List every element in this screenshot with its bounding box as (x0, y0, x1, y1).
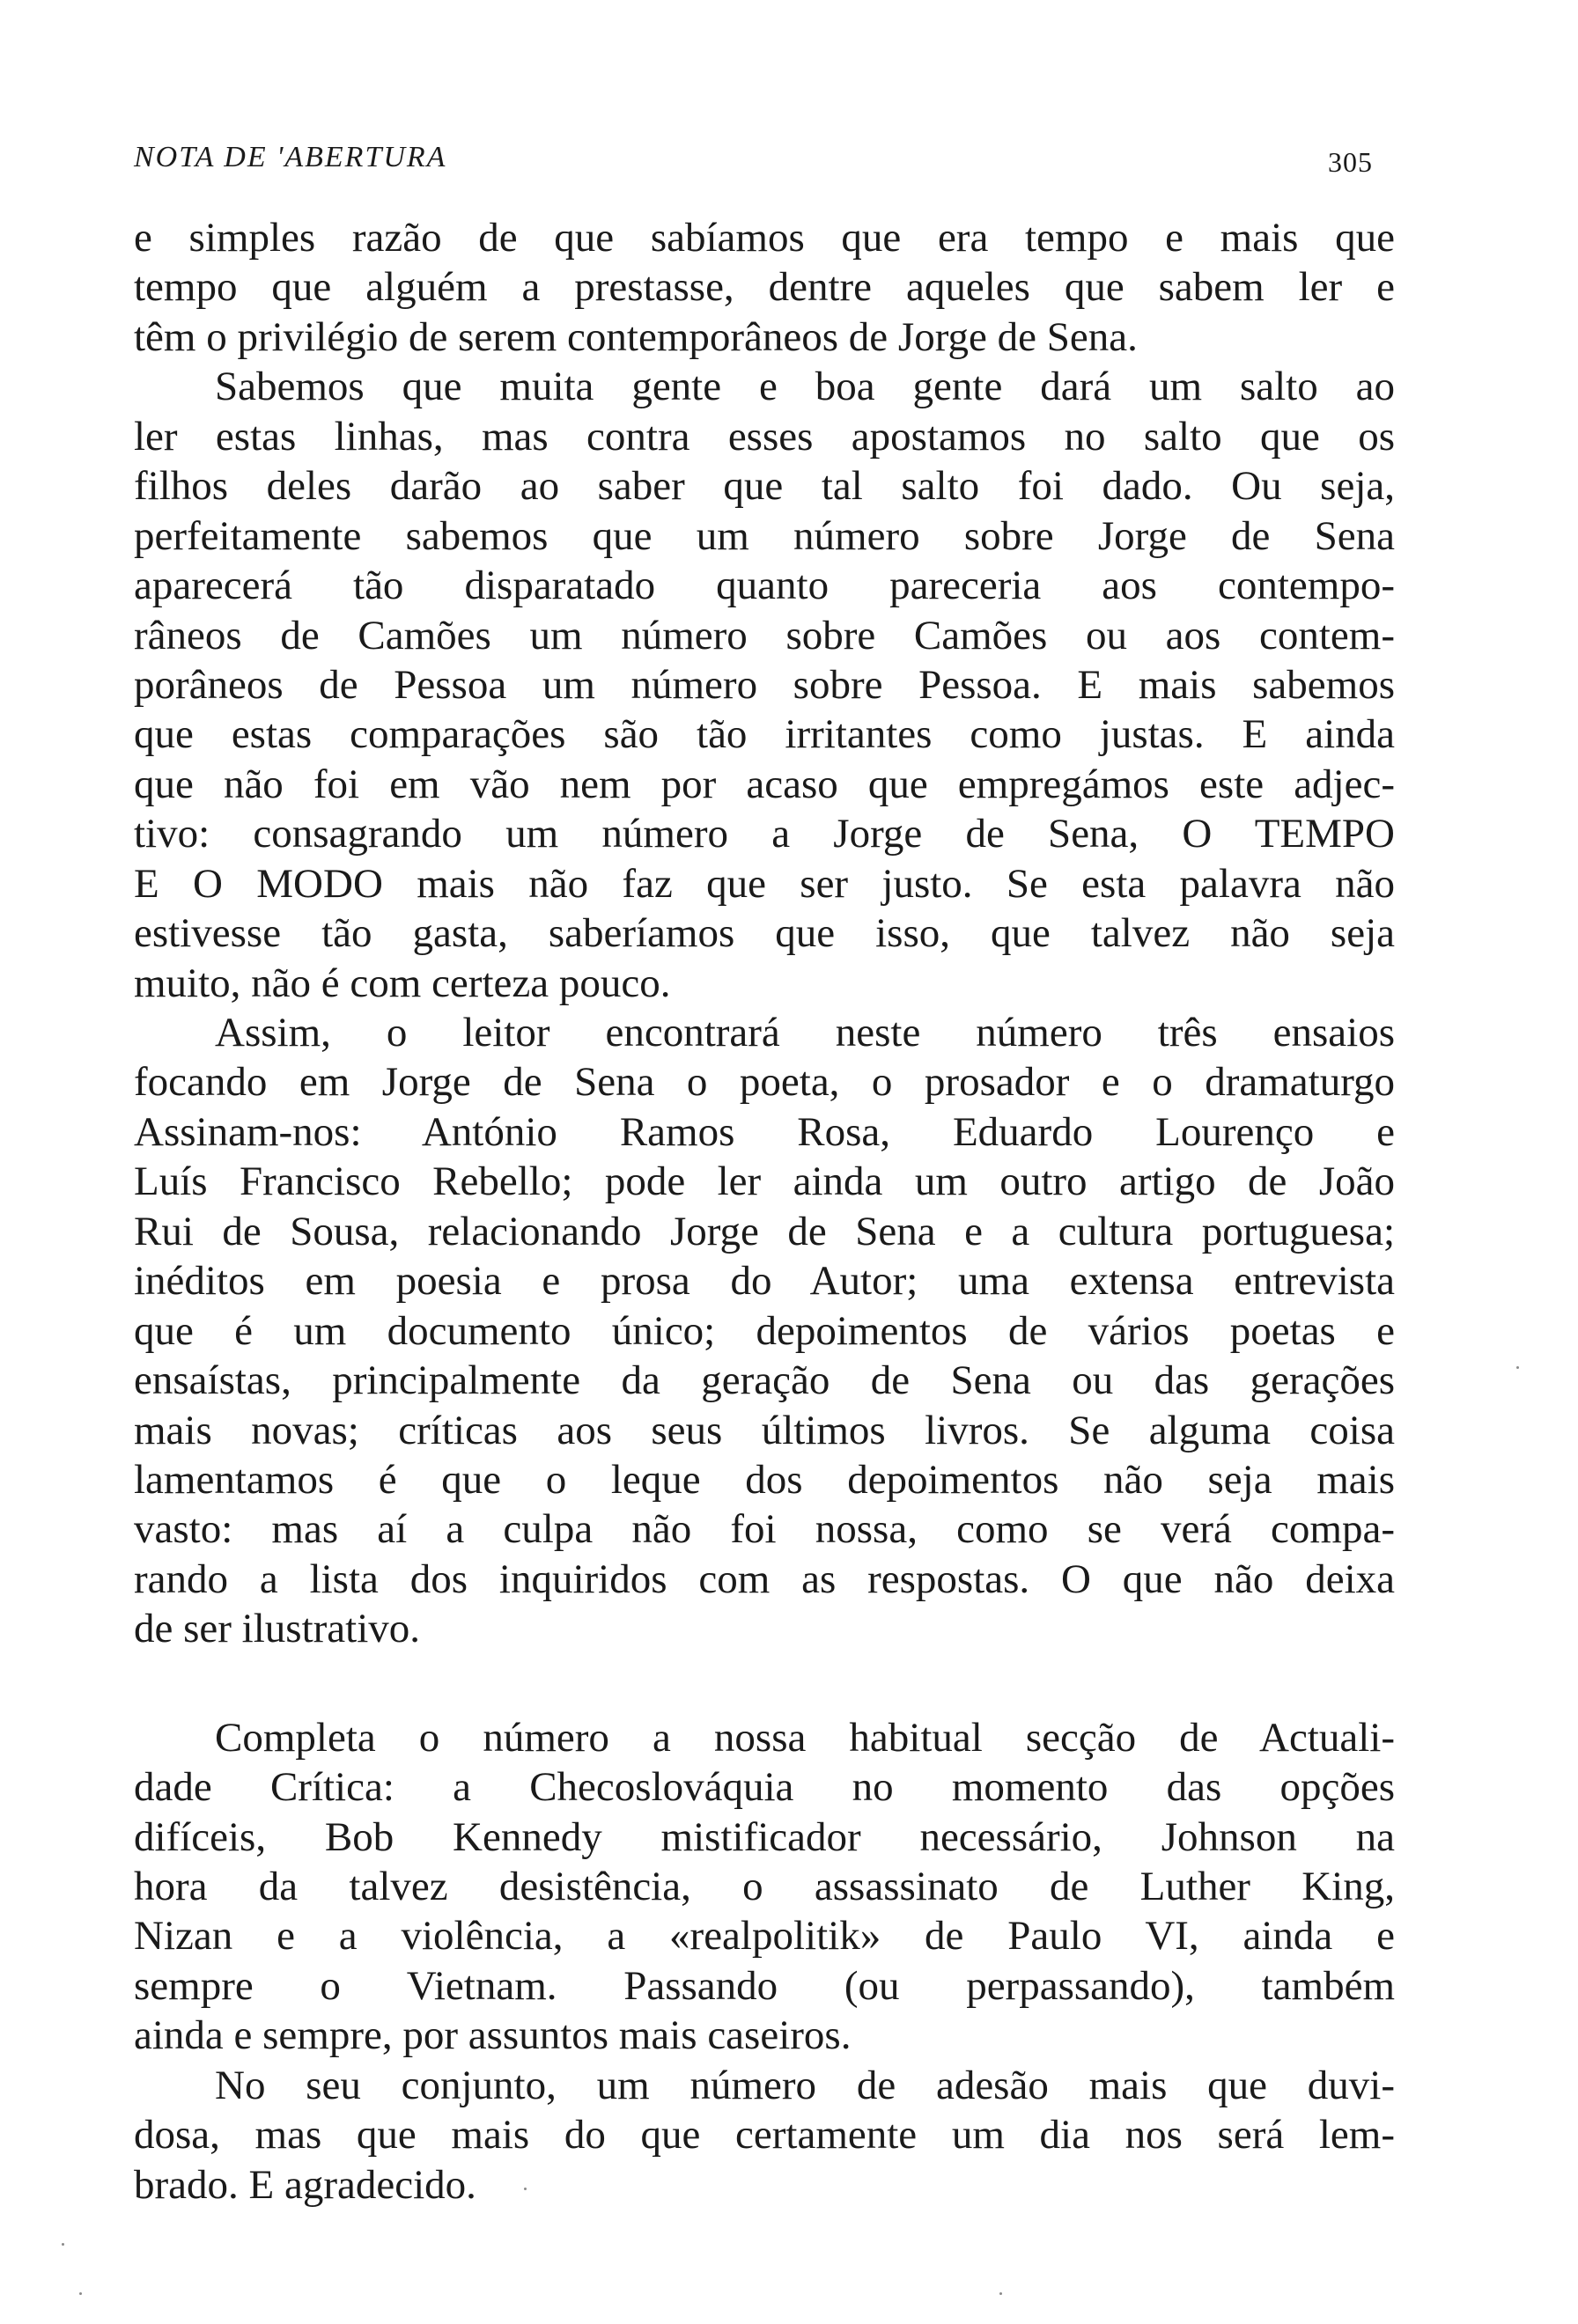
text-line: filhos deles darão ao saber que tal salto foi dado. Ou seja, (134, 463, 1395, 510)
paragraph (134, 1713, 1395, 2061)
text-line: rando a lista dos inquiridos com as respostas. O que não deixa (134, 1555, 1395, 1602)
text-line: perfeitamente sabemos que um número sobre Jorge de Sena (134, 512, 1395, 559)
text-line: brado. E agradecido. (134, 2161, 476, 2208)
text-line: aparecerá tão disparatado quanto pareceria aos contempo- (134, 563, 1395, 609)
text-line: vasto: mas aí a culpa não foi nossa, como se verá compa- (134, 1506, 1395, 1553)
text-line: muito, não é com certeza pouco. (134, 960, 671, 1006)
text-line: hora da talvez desistência, o assassinato de Luther King, (134, 1864, 1395, 1909)
text-line: porâneos de Pessoa um número sobre Pessoa. E mais sabemos (134, 661, 1395, 708)
running-title: NOTA DE 'ABERTURA (134, 141, 447, 173)
text-line: Assim, o leitor encontrará neste número três ensaios (215, 1010, 1395, 1055)
text-line: tivo: consagrando um número a Jorge de Sena, O TEMPO (134, 811, 1395, 857)
text-line: râneos de Camões um número sobre Camões ou aos contem- (134, 612, 1395, 658)
text-line: Sabemos que muita gente e boa gente dará um salto ao (215, 364, 1395, 410)
text-line: de ser ilustrativo. (134, 1606, 421, 1652)
text-line: ler estas linhas, mas contra esses apostamos no salto que os (134, 413, 1395, 460)
scan-speck (62, 2243, 64, 2246)
text-line: sempre o Vietnam. Passando (ou perpassando), também (134, 1962, 1395, 2009)
scan-speck (999, 2292, 1002, 2295)
paragraph (134, 2061, 1395, 2210)
text-line: Rui de Sousa, relacionando Jorge de Sena e a cultura portuguesa; (134, 1208, 1395, 1254)
text-line: focando em Jorge de Sena o poeta, o prosador e o dramaturgo (134, 1059, 1395, 1106)
text-line: E O MODO mais não faz que ser justo. Se esta palavra não (134, 860, 1395, 907)
paragraph (134, 213, 1395, 362)
text-line: estivesse tão gasta, saberíamos que isso, que talvez não seja (134, 910, 1395, 957)
text-line: difíceis, Bob Kennedy mistificador necessário, Johnson na (134, 1813, 1395, 1860)
scan-speck (79, 2292, 82, 2295)
scan-speck (1516, 1366, 1519, 1369)
paragraph (134, 362, 1395, 1008)
text-line: lamentamos é que o leque dos depoimentos não seja mais (134, 1456, 1395, 1503)
text-line: Luís Francisco Rebello; pode ler ainda um outro artigo de João (134, 1158, 1395, 1205)
text-line: No seu conjunto, um número de adesão mais que duvi- (215, 2062, 1395, 2108)
text-line: mais novas; críticas aos seus últimos livros. Se alguma coisa (134, 1407, 1395, 1453)
text-line: que não foi em vão nem por acaso que empregámos este adjec- (134, 761, 1395, 807)
text-line: ensaístas, principalmente da geração de Sena ou das gerações (134, 1357, 1395, 1404)
text-line: Completa o número a nossa habitual secção de Actuali- (215, 1714, 1395, 1761)
text-line: dosa, mas que mais do que certamente um dia nos será lem- (134, 2112, 1395, 2159)
text-line: Assinam-nos: António Ramos Rosa, Eduardo Lourenço e (134, 1108, 1395, 1155)
text-line: dade Crítica: a Checoslováquia no momento das opções (134, 1764, 1395, 1811)
page-number: 305 (1328, 146, 1373, 178)
text-line: e simples razão de que sabíamos que era tempo e mais que (134, 215, 1395, 261)
text-line: Nizan e a violência, a «realpolitik» de Paulo VI, ainda e (134, 1913, 1395, 1960)
text-line: inéditos em poesia e prosa do Autor; uma extensa entrevista (134, 1258, 1395, 1305)
paragraph (134, 1008, 1395, 1654)
text-line: tempo que alguém a prestasse, dentre aqueles que sabem ler e (134, 264, 1395, 311)
text-line: ainda e sempre, por assuntos mais caseiros. (134, 2012, 852, 2059)
text-line: que é um documento único; depoimentos de vários poetas e (134, 1307, 1395, 1354)
text-line: que estas comparações são tão irritantes como justas. E ainda (134, 711, 1395, 758)
body-text (134, 213, 1395, 2210)
text-line: têm o privilégio de serem contemporâneos de Jorge de Sena. (134, 313, 1138, 360)
section-break (134, 1654, 1395, 1713)
scan-speck (524, 2188, 527, 2190)
